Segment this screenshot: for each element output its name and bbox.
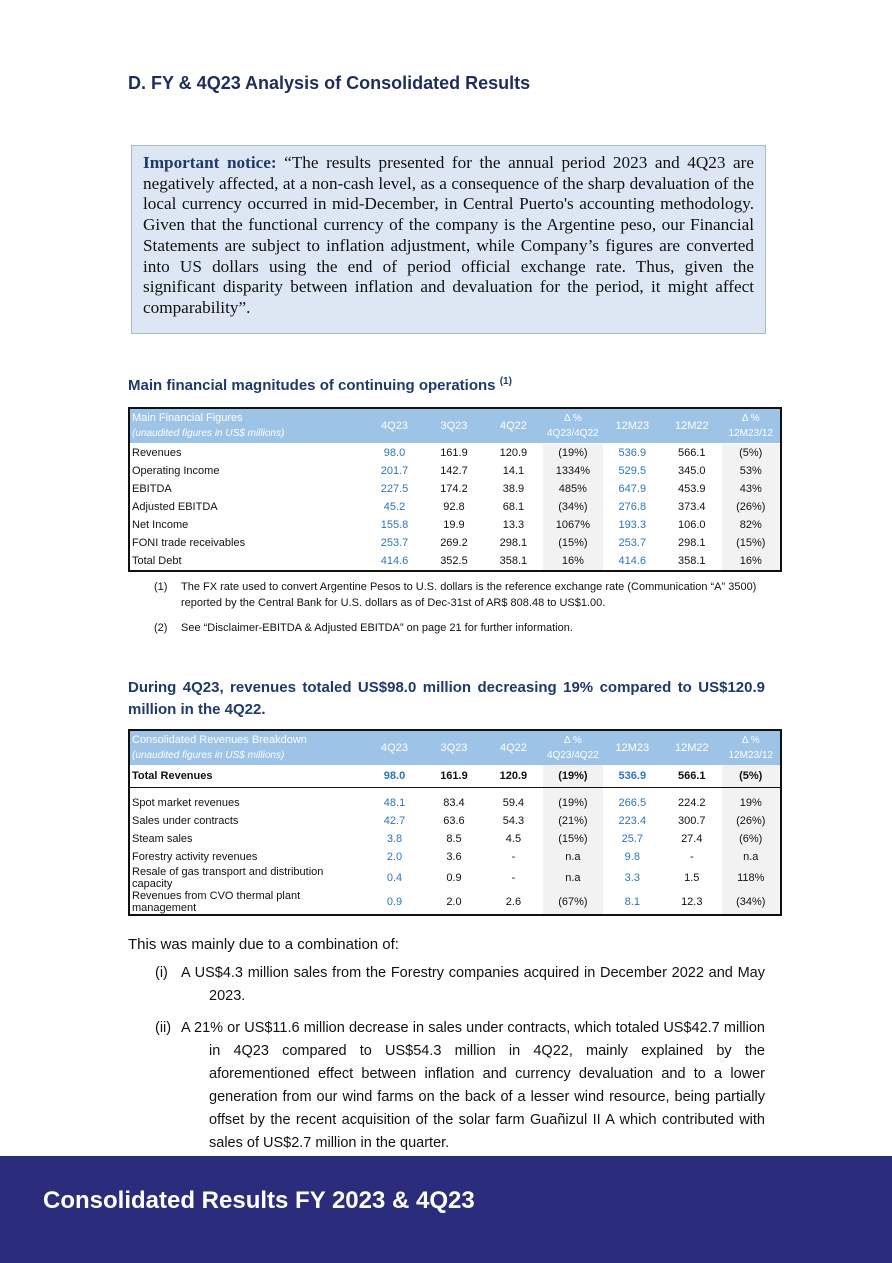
- col-header: 4Q23: [365, 730, 424, 765]
- table-cell: 414.6: [380, 555, 409, 567]
- table-cell: 38.9: [502, 483, 525, 495]
- table-cell: (67%): [543, 890, 602, 915]
- table-cell: 3.3: [624, 872, 640, 884]
- table-cell: 223.4: [618, 815, 647, 827]
- table-cell: 3.6: [446, 851, 462, 863]
- table-cell: 174.2: [440, 483, 468, 495]
- table-cell: 9.8: [624, 851, 640, 863]
- row-label: Adjusted EBITDA: [132, 501, 218, 513]
- intro-paragraph: This was mainly due to a combination of:: [128, 936, 399, 953]
- row-label: Total Revenues: [129, 765, 365, 788]
- delta-bottom: 4Q23/4Q22: [547, 428, 599, 439]
- magnitudes-heading: [128, 377, 512, 394]
- table-cell: 2.0: [446, 896, 462, 908]
- table-cell: 566.1: [662, 765, 721, 788]
- row-label: Sales under contracts: [132, 815, 239, 827]
- header-subtitle: (unaudited figures in US$ millions): [132, 750, 285, 761]
- table-cell: 536.9: [618, 447, 647, 459]
- footnote-number: (1): [154, 581, 168, 593]
- list-item-text: A US$4.3 million sales from the Forestry companies acquired in December 2022 and May 2023.: [181, 965, 765, 1004]
- table-cell: 12.3: [681, 896, 703, 908]
- delta-top: Δ %: [563, 413, 582, 424]
- table-cell: 27.4: [681, 833, 703, 845]
- table-cell: 68.1: [502, 501, 525, 513]
- table-cell: (34%): [543, 498, 602, 516]
- table-row: [129, 848, 781, 866]
- delta-quarter-header: [543, 730, 602, 765]
- table-cell: 647.9: [618, 483, 647, 495]
- row-label: Steam sales: [132, 833, 193, 845]
- table-cell: (19%): [543, 794, 602, 812]
- delta-year-header: [722, 408, 782, 444]
- table-cell: 16%: [722, 552, 782, 571]
- table-cell: 358.1: [499, 555, 528, 567]
- table-cell: 373.4: [678, 501, 706, 513]
- col-header: 4Q22: [484, 730, 543, 765]
- table-cell: 43%: [722, 480, 782, 498]
- col-header: 3Q23: [424, 730, 483, 765]
- table-cell: 536.9: [603, 765, 662, 788]
- footer-band: [0, 1156, 892, 1263]
- footnotes: [154, 579, 774, 645]
- table-cell: 266.5: [618, 797, 647, 809]
- col-header: 3Q23: [424, 408, 483, 444]
- table-cell: (34%): [722, 890, 782, 915]
- table-cell: 298.1: [678, 537, 706, 549]
- col-header: 12M22: [662, 730, 721, 765]
- table-row: [129, 516, 781, 534]
- table-cell: 227.5: [380, 483, 409, 495]
- section-title: D. FY & 4Q23 Analysis of Consolidated Results: [128, 73, 531, 93]
- delta-top: Δ %: [741, 735, 760, 746]
- notice-text: “The results presented for the annual period 2023 and 4Q23 are negatively affected, at a non-cash level, as a consequence of the sharp devaluation of the local currency occurred in mid-December, in Central Puerto's accounting methodology. Given that the functional currency of the company is the Argentine peso, our Financial Statements are subject to inflation adjustment, while Company’s figures are converted into US dollars using the end of period official exchange rate. Thus, given the significant disparity between inflation and devaluation for the period, it might affect comparability”.: [143, 153, 754, 317]
- table-cell: 2.6: [505, 896, 522, 908]
- footnote-1: [154, 579, 774, 611]
- table-cell: (19%): [543, 765, 602, 788]
- table-row: [129, 480, 781, 498]
- header-title-cell: [129, 730, 365, 765]
- row-label: Revenues: [132, 447, 182, 459]
- table-cell: 2.0: [386, 851, 403, 863]
- row-label: Resale of gas transport and distribution capacity: [132, 866, 324, 890]
- table-cell: 98.0: [365, 765, 424, 788]
- table-cell: 1334%: [543, 462, 602, 480]
- table-cell: 82%: [722, 516, 782, 534]
- footnote-number: (2): [154, 622, 168, 634]
- table-cell: 92.8: [443, 501, 465, 513]
- col-header: 4Q23: [365, 408, 424, 444]
- notice-label: Important notice:: [143, 153, 277, 172]
- footnote-text: See “Disclaimer-EBITDA & Adjusted EBITDA” on page 21 for further information.: [181, 622, 573, 634]
- footnote-text: The FX rate used to convert Argentine Pesos to U.S. dollars is the reference exchange rate (Communication “A” 3500) reported by the Central Bank for U.S. dollars as of Dec-31st of AR$ 808.48 to US$1.00.: [181, 581, 757, 609]
- table-cell: -: [511, 851, 516, 863]
- table-row: [129, 444, 781, 463]
- magnitudes-heading-footnote: (1): [499, 376, 512, 387]
- table-cell: 155.8: [380, 519, 409, 531]
- table-cell: -: [511, 872, 516, 884]
- footer-title: Consolidated Results FY 2023 & 4Q23: [43, 1187, 475, 1214]
- table-row: [129, 534, 781, 552]
- table-cell: 193.3: [618, 519, 647, 531]
- table-cell: 16%: [543, 552, 602, 571]
- col-header: 12M22: [662, 408, 721, 444]
- delta-bottom: 12M23/12: [728, 428, 773, 439]
- header-title: Main Financial Figures: [132, 412, 243, 424]
- table-cell: (26%): [722, 812, 782, 830]
- table-cell: 1.5: [684, 872, 700, 884]
- table-cell: 19.9: [443, 519, 465, 531]
- table-row: [129, 866, 781, 890]
- table-cell: 1067%: [543, 516, 602, 534]
- table-cell: 224.2: [678, 797, 706, 809]
- table-header-row: [129, 730, 781, 765]
- row-label: Total Debt: [132, 555, 182, 567]
- table-cell: 0.9: [446, 872, 462, 884]
- table-cell: 59.4: [502, 797, 525, 809]
- header-title: Consolidated Revenues Breakdown: [132, 734, 307, 746]
- table-cell: 4.5: [505, 833, 522, 845]
- delta-bottom: 12M23/12: [728, 750, 773, 761]
- table-cell: 83.4: [443, 797, 465, 809]
- table-cell: 142.7: [440, 465, 468, 477]
- table-cell: 269.2: [440, 537, 468, 549]
- table-cell: 120.9: [499, 447, 528, 459]
- delta-year-header: [722, 730, 782, 765]
- table-cell: 25.7: [621, 833, 644, 845]
- table-cell: 298.1: [499, 537, 528, 549]
- table-cell: (26%): [722, 498, 782, 516]
- table-cell: 414.6: [618, 555, 647, 567]
- table-cell: (15%): [722, 534, 782, 552]
- table-cell: (15%): [543, 534, 602, 552]
- row-label: Net Income: [132, 519, 189, 531]
- table-cell: n.a: [543, 848, 602, 866]
- table-cell: 45.2: [383, 501, 406, 513]
- table-cell: 98.0: [383, 447, 406, 459]
- table-cell: (19%): [543, 444, 602, 463]
- list-item: [155, 1017, 765, 1155]
- table-cell: 118%: [722, 866, 782, 890]
- row-label: FONI trade receivables: [132, 537, 246, 549]
- table-row: [129, 794, 781, 812]
- magnitudes-heading-text: Main financial magnitudes of continuing operations: [128, 377, 496, 394]
- table-cell: 8.5: [446, 833, 462, 845]
- table-row: [129, 830, 781, 848]
- table-cell: 42.7: [383, 815, 406, 827]
- table-row: [129, 812, 781, 830]
- delta-top: Δ %: [563, 735, 582, 746]
- table-cell: 19%: [722, 794, 782, 812]
- table-cell: (5%): [722, 444, 782, 463]
- revenues-breakdown-table: [128, 729, 782, 916]
- table-cell: 0.9: [386, 896, 403, 908]
- table-cell: 352.5: [440, 555, 468, 567]
- table-cell: 161.9: [440, 447, 468, 459]
- table-cell: 3.8: [386, 833, 403, 845]
- table-cell: (6%): [722, 830, 782, 848]
- list-item-text: A 21% or US$11.6 million decrease in sales under contracts, which totaled US$42.7 million in 4Q23 compared to US$54.3 million in 4Q22, mainly explained by the aforementioned effect between inflation and currency devaluation and to a lower generation from our wind farms on the back of a lesser wind resource, being partially offset by the recent acquisition of the solar farm Guañizul II A which contributed with sales of US$2.7 million in the quarter.: [181, 1020, 765, 1151]
- row-label: Operating Income: [132, 465, 220, 477]
- table-cell: -: [689, 851, 694, 863]
- col-header: 12M23: [603, 730, 662, 765]
- row-label: Forestry activity revenues: [132, 851, 258, 863]
- table-cell: 566.1: [678, 447, 706, 459]
- table-row: [129, 498, 781, 516]
- explanation-list: [155, 962, 765, 1164]
- financial-magnitudes-table: [128, 407, 782, 572]
- table-cell: 48.1: [383, 797, 406, 809]
- table-cell: 161.9: [424, 765, 483, 788]
- col-header: 4Q22: [484, 408, 543, 444]
- col-header: 12M23: [603, 408, 662, 444]
- table-cell: n.a: [722, 848, 782, 866]
- table-cell: 485%: [543, 480, 602, 498]
- list-item: [155, 962, 765, 1008]
- important-notice-box: [131, 145, 766, 334]
- table-cell: (15%): [543, 830, 602, 848]
- table-row: [129, 462, 781, 480]
- table-cell: (5%): [722, 765, 782, 788]
- row-label: Spot market revenues: [132, 797, 240, 809]
- table-header-row: [129, 408, 781, 444]
- table-row: [129, 890, 781, 915]
- table-cell: 8.1: [624, 896, 640, 908]
- delta-top: Δ %: [741, 413, 760, 424]
- revenues-heading: During 4Q23, revenues totaled US$98.0 million decreasing 19% compared to US$120.9 million in the 4Q22.: [128, 679, 765, 718]
- row-label: EBITDA: [132, 483, 172, 495]
- table-cell: 253.7: [380, 537, 409, 549]
- footnote-2: [154, 620, 774, 636]
- table-cell: 63.6: [443, 815, 465, 827]
- table-cell: n.a: [543, 866, 602, 890]
- row-label: Revenues from CVO thermal plant management: [132, 890, 301, 914]
- table-cell: 53%: [722, 462, 782, 480]
- table-cell: 201.7: [380, 465, 409, 477]
- table-cell: 253.7: [618, 537, 647, 549]
- table-cell: 345.0: [678, 465, 706, 477]
- table-cell: 276.8: [618, 501, 647, 513]
- table-cell: 120.9: [484, 765, 543, 788]
- list-item-number: (ii): [155, 1020, 172, 1036]
- header-subtitle: (unaudited figures in US$ millions): [132, 428, 285, 439]
- table-row: [129, 765, 781, 788]
- delta-bottom: 4Q23/4Q22: [547, 750, 599, 761]
- table-cell: 453.9: [678, 483, 706, 495]
- table-cell: 0.4: [386, 872, 403, 884]
- table-cell: 54.3: [502, 815, 525, 827]
- table-row: [129, 552, 781, 571]
- table-cell: 14.1: [502, 465, 525, 477]
- header-title-cell: [129, 408, 365, 444]
- table-cell: 106.0: [678, 519, 706, 531]
- table-cell: 300.7: [678, 815, 706, 827]
- list-item-number: (i): [155, 965, 168, 981]
- table-cell: 13.3: [502, 519, 525, 531]
- table-cell: 358.1: [678, 555, 706, 567]
- delta-quarter-header: [543, 408, 602, 444]
- table-cell: 529.5: [618, 465, 647, 477]
- table-cell: (21%): [543, 812, 602, 830]
